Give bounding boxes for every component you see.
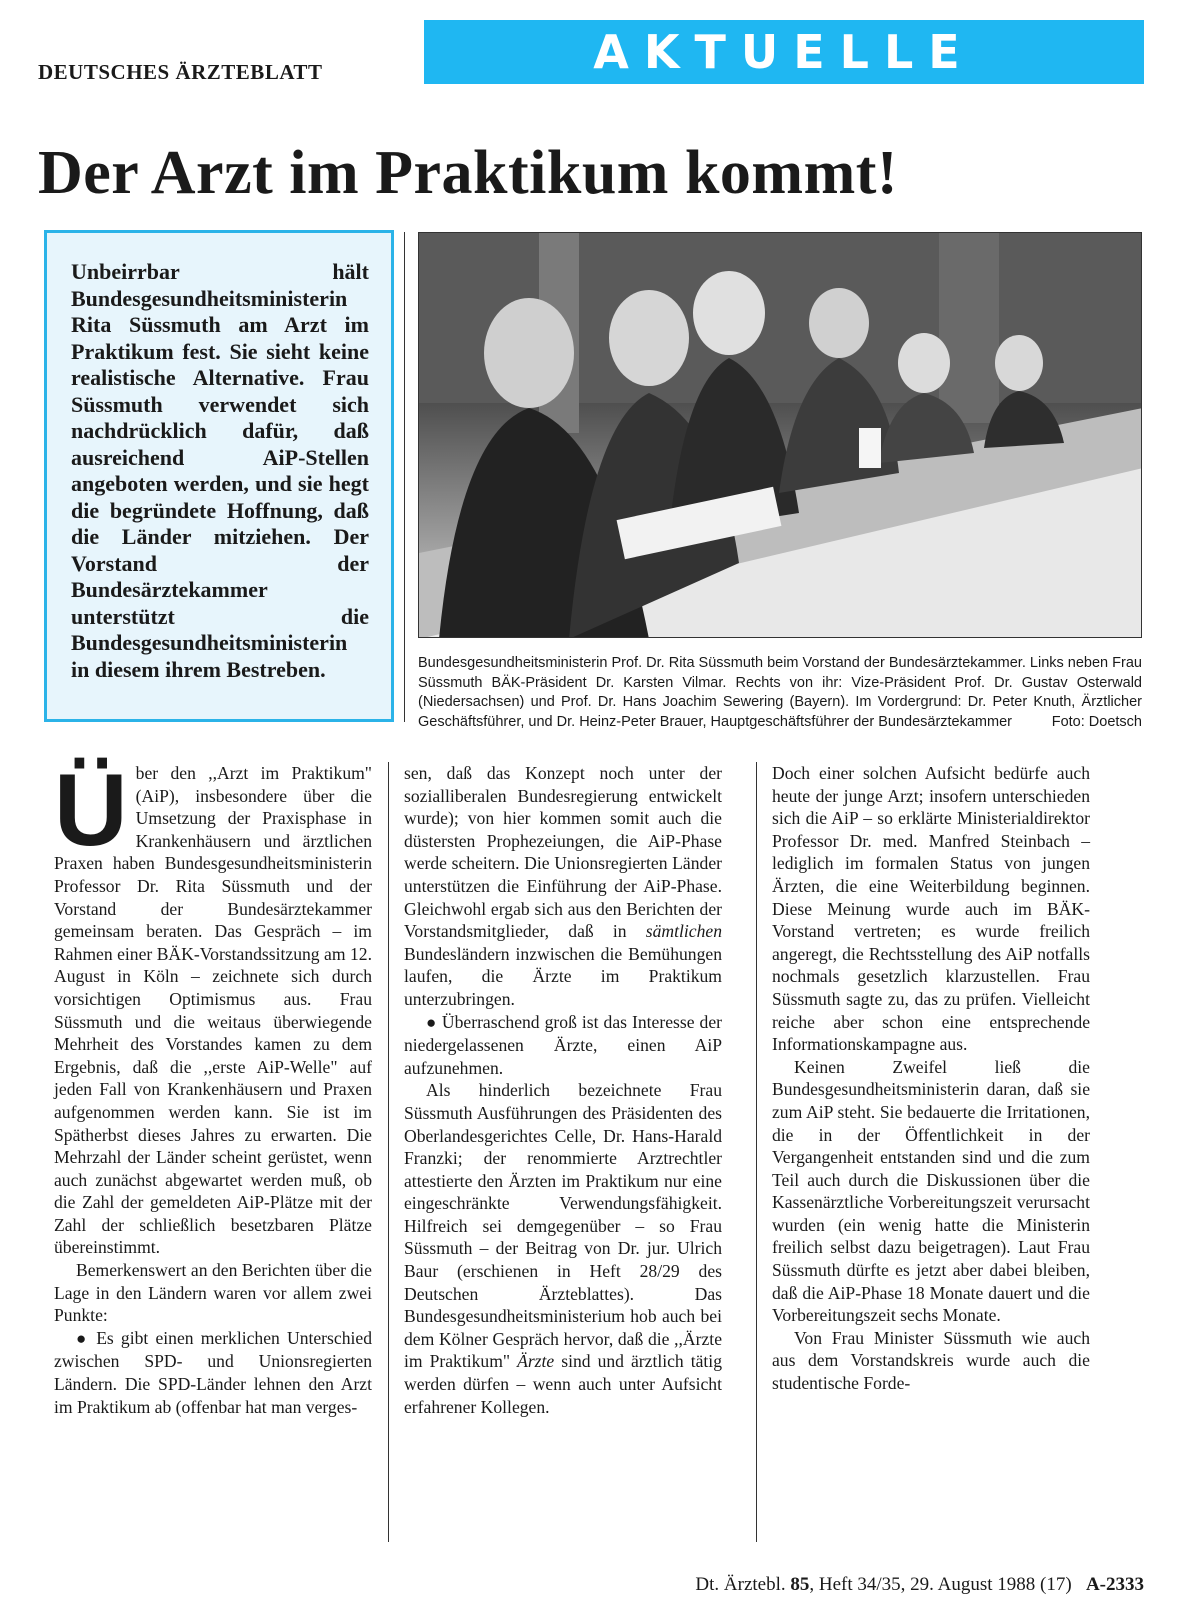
caption-text: Bundesgesundheitsministerin Prof. Dr. Rita Süssmuth beim Vorstand der Bundesärztekammer. Links neben Frau Süssmuth BÄK-Präsident Dr. Karsten Vilmar. Rechts von ihr: Vize-Präsident Prof. Dr. Gustav Osterwald (Niedersachsen) und Prof. Dr. Hans Joachim Sewering (Bayern). Im Vordergrund: Dr. Peter Knuth, Ärztlicher Geschäftsführer, und Dr. Heinz-Peter Brauer, Hauptgeschäftsführer der Bundesärztekammer [418, 655, 1142, 730]
paragraph: ● Überraschend groß ist das Interesse der niedergelassenen Ärzte, einen AiP aufzunehmen. [404, 1011, 722, 1078]
paragraph: sen, daß das Konzept noch unter der sozialliberalen Bundesregierung entwickelt wurde); von hier kommen somit auch die düstersten Prophezeiungen, die AiP-Phase werde scheitern. Die Unionsregierten Länder unterstützen die Einführung der AiP-Phase. Gleichwohl ergab sich aus den Berichten der Vorstandsmitglieder, daß in sämtlichen Bundesländern inzwischen die Bemühungen laufen, die Ärzte im Praktikum unterzubringen. [404, 763, 722, 1009]
teaser-text: Unbeirrbar hält Bundesgesundheitsministerin Rita Süssmuth am Arzt im Praktikum fest. Sie sieht keine realistische Alternative. Frau Süssmuth verwendet sich nachdrücklich dafür, daß ausreichend AiP-Stellen angeboten werden, und sie hegt die begründete Hoffnung, daß die Länder mitziehen. Der Vorstand der Bundesärztekammer unterstützt die Bundesgesundheitsministerin in diesem ihrem Bestreben. [71, 259, 369, 682]
column-rule [404, 232, 405, 722]
article-column-1 [54, 753, 372, 1418]
journal-abbrev: Dt. Ärztebl. [695, 1574, 786, 1595]
column-rule [756, 762, 757, 1542]
article-column-2 [404, 762, 722, 1418]
issue-info: , Heft 34/35, 29. August 1988 (17) [809, 1574, 1072, 1595]
photo-credit: Foto: Doetsch [1051, 713, 1142, 730]
article-column-3 [772, 762, 1090, 1395]
teaser-box [44, 230, 394, 722]
paragraph: Als hinderlich bezeichnete Frau Süssmuth Ausführungen des Präsidenten des Oberlandesgerichtes Celle, Dr. Hans-Harald Franzki; der renommierte Arztrechtler attestierte den Ärzten im Praktikum nur eine eingeschränkte Verwendungsfähigkeit. Hilfreich sei demgegenüber – so Frau Süssmuth – der Beitrag von Dr. jur. Ulrich Baur (erschienen in Heft 28/29 des Deutschen Ärzteblattes). Das Bundesgesundheitsministerium hob auch bei dem Kölner Gespräch hervor, daß die ,,Ärzte im Praktikum" Ärzte sind und ärztlich tätig werden dürfen – wenn auch unter Aufsicht erfahrener Kollegen. [404, 1080, 722, 1417]
photo-caption [418, 654, 1142, 732]
bullet-icon: ● [426, 1012, 437, 1032]
page-footer [695, 1574, 1144, 1596]
headline: Der Arzt im Praktikum kommt! [38, 139, 899, 207]
paragraph: Keinen Zweifel ließ die Bundesgesundheitsministerin daran, daß sie zum AiP steht. Sie bedauerte die Irritationen, die in der Öffentlichkeit in der Vergangenheit entstanden sind und die zum Teil auch durch die Diskussionen über die Kassenärztliche Vorbereitungszeit verursacht wurden (ein wenig hatte die Ministerin freilich selbst dazu beigetragen). Laut Frau Süssmuth dürfte es jetzt aber dabei bleiben, daß die AiP-Phase 18 Monate dauert und die Vorbereitungszeit sechs Monate. [772, 1056, 1090, 1326]
paragraph: Von Frau Minister Süssmuth wie auch aus dem Vorstandskreis wurde auch die studentische Forde- [772, 1327, 1090, 1394]
paragraph: Bemerkenswert an den Berichten über die Lage in den Ländern waren vor allem zwei Punkte: [54, 1260, 372, 1326]
drop-cap: Ü [54, 753, 128, 867]
column-rule [388, 762, 389, 1542]
volume-number: 85 [790, 1574, 810, 1595]
section-banner: AKTUELLE POLITIK [424, 20, 1144, 84]
meeting-photo [418, 232, 1142, 638]
paragraph: ● Es gibt einen merklichen Unterschied zwischen SPD- und Unionsregierten Ländern. Die SPD-Länder lehnen den Arzt im Praktikum ab (offenbar hat man verges- [54, 1327, 372, 1417]
paragraph: Doch einer solchen Aufsicht bedürfe auch heute der junge Arzt; insofern unterschieden sich die AiP – so erklärte Ministerialdirektor Professor Dr. med. Manfred Steinbach – lediglich im formalen Status von jungen Ärzten, die eine Weiterbildung beginnen. Diese Meinung wurde auch im BÄK-Vorstand vertreten; es wurde freilich angeregt, die Rechtsstellung des AiP notfalls nochmals gesetzlich klarzustellen. Frau Süssmuth sagte zu, das zu prüfen. Vielleicht reiche aber schon eine entsprechende Informationskampagne aus. [772, 763, 1090, 1055]
page-number: A-2333 [1085, 1574, 1144, 1595]
masthead: DEUTSCHES ÄRZTEBLATT [38, 60, 323, 84]
bullet-icon: ● [76, 1328, 90, 1348]
photo-illustration [419, 233, 1142, 638]
paragraph: Über den ,,Arzt im Praktikum" (AiP), insbesondere über die Umsetzung der Praxisphase in Krankenhäusern und ärztlichen Praxen haben Bundesgesundheitsministerin Professor Dr. Rita Süssmuth und der Vorstand der Bundesärztekammer gemeinsam beraten. Das Gespräch – im Rahmen einer BÄK-Vorstandssitzung am 12. August in Köln – zeichnete sich durch vorsichtigen Optimismus aus. Frau Süssmuth und die weitaus überwiegende Mehrheit des Vorstandes kamen zu dem Ergebnis, daß die ,,erste AiP-Welle" auf jeden Fall von Krankenhäusern und Praxen aufgenommen werden kann. Sie ist im Spätherbst dieses Jahres zu erwarten. Die Mehrzahl der Länder scheint gerüstet, wenn auch zunächst abgewartet werden muß, ob die Zahl der gemeldeten AiP-Plätze mit der Zahl der schließlich besetzbaren Plätze übereinstimmt. [54, 753, 372, 1258]
